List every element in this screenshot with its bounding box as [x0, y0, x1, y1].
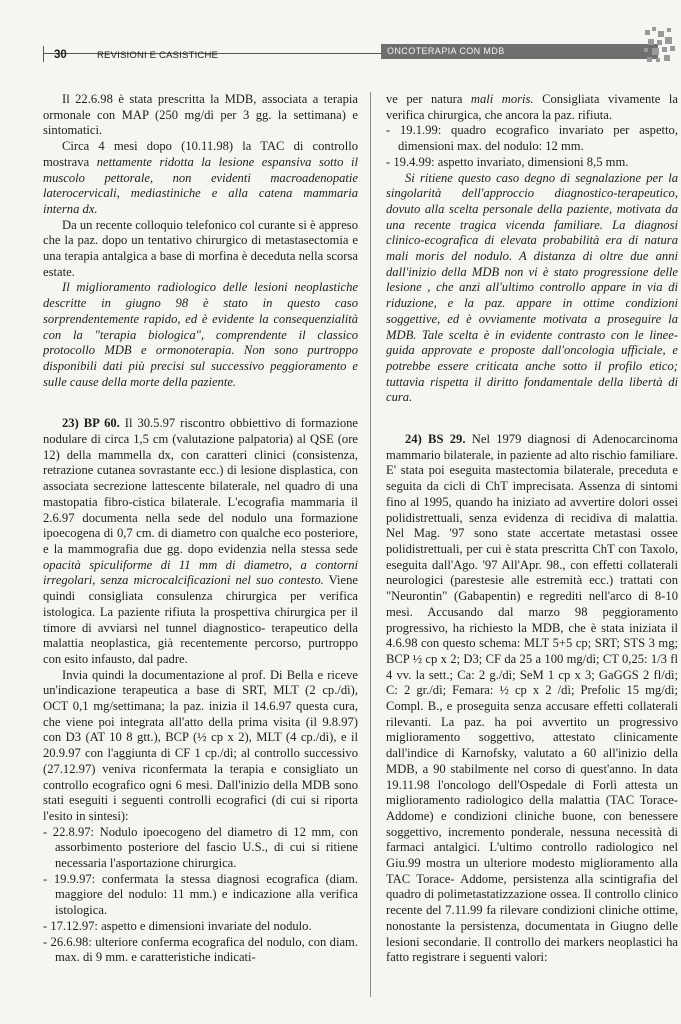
list-item: - 19.1.99: quadro ecografico invariato per aspetto, dimensioni max. del nodulo: 12 mm.	[386, 123, 678, 154]
list-item: - 17.12.97: aspetto e dimensioni invariate del nodulo.	[43, 918, 312, 933]
paragraph: Invia quindi la documentazione al prof. Di Bella e riceve un'indicazione terapeutica a base di SRT, MLT (2 cp./dì), OCT 0,1 mg/settimana; la paz. inizia il 14.6.97 questa cura, che viene poi integrata all'atto della prima visita (il 9.8.97) con D3 (AT 10 8 gtt.), BCP (½ cp x 2), MLT (4 cp./dì), e il 20.9.97 con l'aggiunta di CF 1 cp./dì; al controllo successivo (27.12.97) veniva riconfermata la terapia e consigliato un controllo ecografico ogni 6 mesi. Dall'inizio della MDB sono stati eseguiti i seguenti controlli ecografici (di cui si riporta l'esito in sintesi):	[43, 667, 358, 823]
list-item: - 19.4.99: aspetto invariato, dimensioni 8,5 mm.	[386, 154, 629, 169]
paragraph: Si ritiene questo caso degno di segnalazione per la singolarità dell'approccio diagnostico-terapeutico, dovuto alla scelta personale della paziente, motivata da una recente tragica vicenda familiare. La diagnosi clinico-ecografica di elevata probabilità era di natura mali moris del nodulo. A distanza di oltre due anni dall'inizio della MDB non vi è stato progressione delle lesione , che anzi all'ultimo controllo appare in via di riduzione, e la paz. appare in ottime condizioni soggettive, ed è ovviamente motivata a proseguire la MDB. Tale scelta è in evidente contrasto con le linee-guida approvate e proposte dall'oncologia ufficiale, e potrebbe essere criticata anche sotto il profilo etico; tuttavia rispetta il diritto fondamentale della libertà di cura.	[386, 170, 678, 405]
right-column	[386, 92, 678, 966]
journal-logo-icon	[643, 26, 677, 66]
paragraph: Da un recente colloquio telefonico col curante si è appreso che la paz. dopo un tentativo chirurgico di metastasectomia e una terapia antalgica a base di morfina è deceduta nella scorsa estate.	[43, 217, 358, 279]
paragraph: Circa 4 mesi dopo (10.11.98) la TAC di controllo mostrava nettamente ridotta la lesione espansiva sotto il muscolo pettorale, non evidenti macroadenopatie laterocervicali, mediastiniche e alla catena mammaria interna dx.	[43, 139, 358, 216]
list-item: - 26.6.98: ulteriore conferma ecografica del nodulo, con diam. max. di 9 mm. e caratteristiche indicati-	[43, 934, 358, 965]
section-title-right: ONCOTERAPIA CON MDB	[387, 46, 505, 56]
header-tick	[43, 46, 44, 62]
case-23-paragraph: 23) BP 60. Il 30.5.97 riscontro obbiettivo di formazione nodulare di circa 1,5 cm (valutazione palpatoria) al QSE (ore 12) della mammella dx, con caratteri clinici (consistenza, retrazione cutanea sovrastante ecc.) di lesione displastica, con associata secrezione lattescente bilaterale, nel quadro di una mastopatia fibro-cistica bilaterale. L'ecografia mammaria il 2.6.97 documenta nella sede del nodulo una formazione ipoecogena di 0,7 cm. di diametro con qualche eco posteriore, e la mammografia due gg. dopo evidenzia nella stessa sede opacità spiculiforme di 11 mm di diametro, a contorni irregolari, senza microcalcificazioni nel suo contesto. Viene quindi consigliata consulenza chirurgica per verifica istologica. La paziente rifiuta la prospettiva chirurgica per il timore di avviarsi nel tunnel diagnostico- terapeutico della malattia neoplastica, già recentemente percorso, purtroppo con esito infausto, dal padre.	[43, 416, 358, 666]
left-column	[43, 92, 358, 966]
case-23-heading: 23) BP 60.	[62, 416, 120, 431]
paragraph: Il miglioramento radiologico delle lesioni neoplastiche descritte in giugno 98 è stato in questo caso sorprendentemente rapido, ed è evidente la consequenzialità con la "terapia biologica", comprendente il classico protocollo MDB e ormonoterapia. Non sono purtroppo disponibili dati più precisi sul successivo peggioramento e sulle cause della morte della paziente.	[43, 280, 358, 389]
column-separator	[370, 92, 371, 997]
list-item: - 22.8.97: Nodulo ipoecogeno del diametro di 12 mm, con assorbimento posteriore del fascio U.S., di cui si ritiene necessaria l'asportazione chirurgica.	[43, 824, 358, 871]
paragraph: Il 22.6.98 è stata prescritta la MDB, associata a terapia ormonale con MAP (250 mg/dì per 3 gg. la settimana) e sintomatici.	[43, 92, 358, 138]
section-title-left: REVISIONI E CASISTICHE	[97, 50, 219, 61]
list-item: - 19.9.97: confermata la stessa diagnosi ecografica (diam. maggiore del nodulo: 11 mm.) e indicazione alla verifica istologica.	[43, 871, 358, 918]
case-24-paragraph: 24) BS 29. Nel 1979 diagnosi di Adenocarcinoma mammario bilaterale, in paziente ad alto rischio familiare. E' stata poi eseguita mastectomia bilaterale, preceduta e seguita da cicli di ChT imprecisata. Assenza di sintomi fino al 1995, quando ha iniziato ad avvertire dolori ossei polidistrettuali, senza evidenza di recidiva di malattia. Nel Mag. '97 sono state accertate metastasi ossee polidistrettuali, per cui è stata prescritta ChT con Taxolo, eseguita dall'Ago. '97 All'Apr. 98., con effetti collaterali neurologici (parestesie alle estremità ecc.) trattati con "Neurontin" (Gabapentin) e regrediti nell'arco di 8-10 mesi. Accusando dal marzo 98 peggioramento progressivo, ha richiesto la MDB, che è stata iniziata il 4.6.98 con questo schema: MLT 5+5 cp; SRT; STS 3 mg; BCP ½ cp x 2; D3; CF da 25 a 100 mg/dì; CT 0,25: 1/3 fl 4 vv. la sett.; Ca: 2 g./dì; SeM 1 cp x 3; GaGGS 2 fl/dì; C: 2 gr./dì; Femara: ½ cp x 2 /dì; Prefolic 15 mg/dì; Compl. B., e proseguita senza accusare effetti collaterali rilevanti. La paz. ha poi avvertito un progressivo miglioramento soggettivo, attestato clinicamente dall'indice di Karnofsky, valutato a 60 all'inizio della MDB, a 90 stabilmente nel corso di quest'anno. In data 19.11.98 l'oncologo dell'Ospedale di Forlì attesta un miglioramento radiologico della malattia (TAC Torace-Addome) e condizioni cliniche buone, con benessere soggettivo, incremento ponderale, nessuna necessità di farmaci antalgici. L'ultimo controllo radiologico nel Giu.99 mostra un ulteriore modesto miglioramento alla TAC Torace- Addome, persistenza alla scintigrafia del quadro di polimetastatizzazione ossea. Il controllo clinico recente del 7.11.99 fa rilevare condizioni cliniche ottime, nonostante la persistenza, documentata in Giugno delle lesioni secondarie. Il controllo dei markers neoplastici ha fatto registrare i seguenti valori:	[386, 432, 679, 965]
paragraph: ve per natura mali moris. Consigliata vivamente la verifica chirurgica, che ancora la paz. rifiuta.	[386, 92, 678, 122]
page-number: 30	[54, 49, 67, 61]
section-band	[381, 44, 658, 59]
case-24-heading: 24) BS 29.	[405, 432, 466, 447]
